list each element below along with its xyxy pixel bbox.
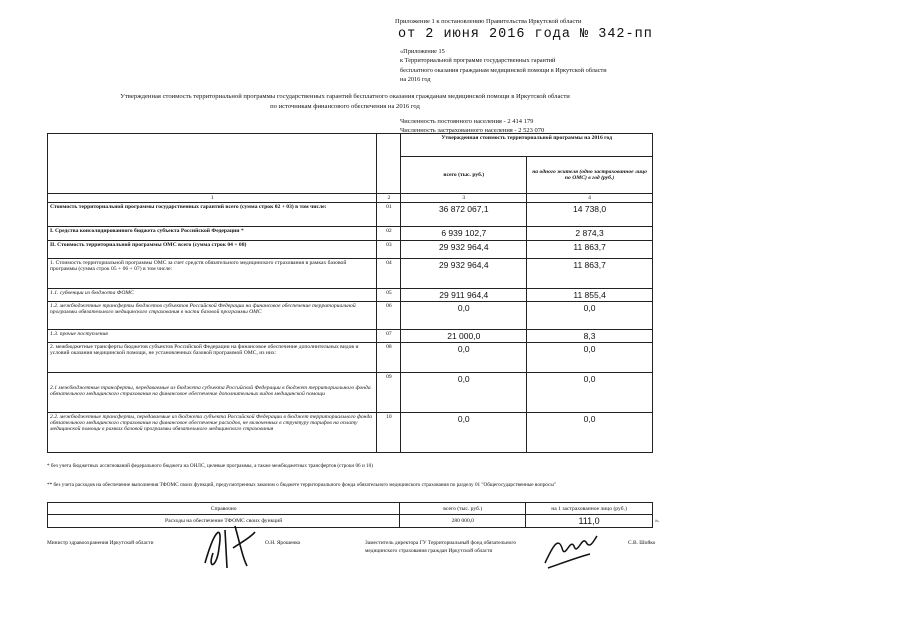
row-code: 03 — [377, 241, 401, 259]
reference-row — [48, 515, 653, 528]
row-code: 05 — [377, 289, 401, 302]
reference-total-header: всего (тыс. руб.) — [400, 503, 526, 515]
row-code: 08 — [377, 343, 401, 373]
appendix-line: бесплатного оказания гражданам медицинской помощи в Иркутской области — [400, 66, 607, 74]
table-row — [48, 330, 653, 343]
row-label: II. Стоимость территориальной программы ОМС всего (сумма строк 04 + 08) — [48, 241, 377, 259]
deputy-director-title: Заместитель директора ГУ Территориальный фонд обязательного медицинского страхования граждан Иркутской области — [365, 540, 517, 554]
table-row — [48, 373, 653, 413]
row-code: 04 — [377, 259, 401, 289]
resolution-date: от 2 июня 2016 года № 342-пп — [398, 27, 653, 42]
row-per-capita: 0,0 — [527, 413, 653, 453]
row-total: 0,0 — [401, 413, 527, 453]
row-total: 0,0 — [401, 302, 527, 330]
deputy-director-signature — [540, 528, 600, 573]
footnote-2: ** без учета расходов на обеспечение выполнения ТФОМС своих функций, предусмотренных законом о бюджете территориального фонда обязательного медицинского страхования по разделу 01 "Общегосударственные вопросы" — [47, 482, 556, 488]
header-group: Утвержденная стоимость территориальной программы на 2016 год — [401, 134, 653, 157]
appendix-line: к Территориальной программе государственных гарантий — [400, 57, 556, 65]
row-code: 07 — [377, 330, 401, 343]
col-number: 3 — [401, 194, 527, 203]
minister-name: О.Н. Ярошенко — [265, 540, 301, 546]
row-label: 2. межбюджетные трансферты бюджетов субъектов Российской Федерации на финансовое обеспечение дополнительных видов и условий оказания медицинской помощи, не установленных базовой программой ОМС, из них: — [48, 343, 377, 373]
row-per-capita: 14 738,0 — [527, 203, 653, 227]
title-line: по источникам финансового обеспечения на 2016 год — [270, 102, 420, 110]
row-per-capita: 0,0 — [527, 373, 653, 413]
table-row — [48, 343, 653, 373]
minister-signature — [195, 518, 260, 573]
row-total: 29 911 964,4 — [401, 289, 527, 302]
row-label: 1. Стоимость территориальной программы ОМС за счет средств обязательного медицинского страхования в рамках базовой программы (сумма строк 05 + 06 + 07) в том числе: — [48, 259, 377, 289]
column-number-row — [48, 194, 653, 203]
row-per-capita: 0,0 — [527, 302, 653, 330]
row-code: 09 — [377, 373, 401, 413]
header-code-cell — [377, 134, 401, 194]
reference-row-label: Расходы на обеспечение ТФОМС своих функций — [48, 515, 400, 528]
header-per-capita: на одного жителя (одно застрахованное лицо по ОМС) в год (руб.) — [527, 157, 653, 194]
row-per-capita: 11 855,4 — [527, 289, 653, 302]
row-code: 10 — [377, 413, 401, 453]
appendix-line: на 2016 год — [400, 75, 431, 83]
table-row — [48, 413, 653, 453]
footnote-1: * без учета бюджетных ассигнований федерального бюджета на ОНЛС, целевые программы, а также межбюджетных трансфертов (строки 06 и 10) — [47, 463, 373, 469]
document-title — [40, 92, 650, 111]
deputy-director-name: С.В. Шойко — [628, 540, 656, 546]
reference-per-header: на 1 застрахованное лицо (руб.) — [526, 503, 653, 515]
row-label: 1.1. субвенции из бюджета ФОМС — [48, 289, 377, 302]
table-row — [48, 227, 653, 241]
col-number: 4 — [527, 194, 653, 203]
row-total: 29 932 964,4 — [401, 259, 527, 289]
col-number: 1 — [48, 194, 377, 203]
row-per-capita: 11 863,7 — [527, 241, 653, 259]
reference-label-header: Справочно — [48, 503, 400, 515]
row-total: 36 872 067,1 — [401, 203, 527, 227]
insured-population: Численность застрахованного населения - 2 523 070 — [400, 126, 545, 134]
table-row — [48, 259, 653, 289]
reference-row-per: 111,0 — [526, 515, 653, 528]
header-total: всего (тыс. руб.) — [401, 157, 527, 194]
row-label: 1.2. межбюджетные трансферты бюджетов субъектов Российской Федерации на финансовое обеспечение территориальной программы обязательного медицинского страхования в части базовой программы ОМС — [48, 302, 377, 330]
row-total: 6 939 102,7 — [401, 227, 527, 241]
minister-title: Министр здравоохранения Иркутской области — [47, 540, 154, 546]
row-code: 02 — [377, 227, 401, 241]
row-per-capita: 11 863,7 — [527, 259, 653, 289]
cost-table — [47, 133, 653, 453]
row-total: 29 932 964,4 — [401, 241, 527, 259]
row-label: 2.1 межбюджетные трансферты, передаваемые из бюджета субъекта Российской Федерации в бюджет территориального фонда обязательного медицинского страхования на финансовое обеспечение дополнительных видов медицинской помощи — [48, 373, 377, 413]
reference-row-total: 280 000,0 — [400, 515, 526, 528]
reference-header-row — [48, 503, 653, 515]
row-total: 0,0 — [401, 373, 527, 413]
table-row — [48, 289, 653, 302]
closing-mark: ». — [655, 518, 660, 524]
row-label: Стоимость территориальной программы государственных гарантий всего (сумма строк 02 + 03) в том числе: — [48, 203, 377, 227]
row-label: 1.3. прочие поступления — [48, 330, 377, 343]
table-row — [48, 203, 653, 227]
appendix-reference: Приложение 1 к постановлению Правительства Иркутской области — [395, 18, 582, 25]
row-per-capita: 8,3 — [527, 330, 653, 343]
row-code: 06 — [377, 302, 401, 330]
row-code: 01 — [377, 203, 401, 227]
appendix-line: «Приложение 15 — [400, 48, 445, 55]
row-total: 0,0 — [401, 343, 527, 373]
header-blank-cell — [48, 134, 377, 194]
table-header-row — [48, 134, 653, 157]
row-per-capita: 0,0 — [527, 343, 653, 373]
col-number: 2 — [377, 194, 401, 203]
title-line: Утвержденная стоимость территориальной программы государственных гарантий бесплатного оказания гражданам медицинской помощи в Иркутской области — [120, 93, 570, 100]
row-per-capita: 2 874,3 — [527, 227, 653, 241]
appendix-heading — [400, 47, 650, 84]
table-row — [48, 302, 653, 330]
row-total: 21 000,0 — [401, 330, 527, 343]
reference-table — [47, 502, 653, 528]
row-label: 2.2. межбюджетные трансферты, передаваемые из бюджета субъекта Российской Федерации в бюджет территориального фонда обязательного медицинского страхования на финансовое обеспечение расходов, не включенных в структуру тарифов на оплату медицинской помощи в рамках базовой программы обязательного медицинского страхования — [48, 413, 377, 453]
permanent-population: Численность постоянного населения - 2 414 179 — [400, 118, 534, 125]
table-row — [48, 241, 653, 259]
row-label: I. Средства консолидированного бюджета субъекта Российской Федерации * — [48, 227, 377, 241]
